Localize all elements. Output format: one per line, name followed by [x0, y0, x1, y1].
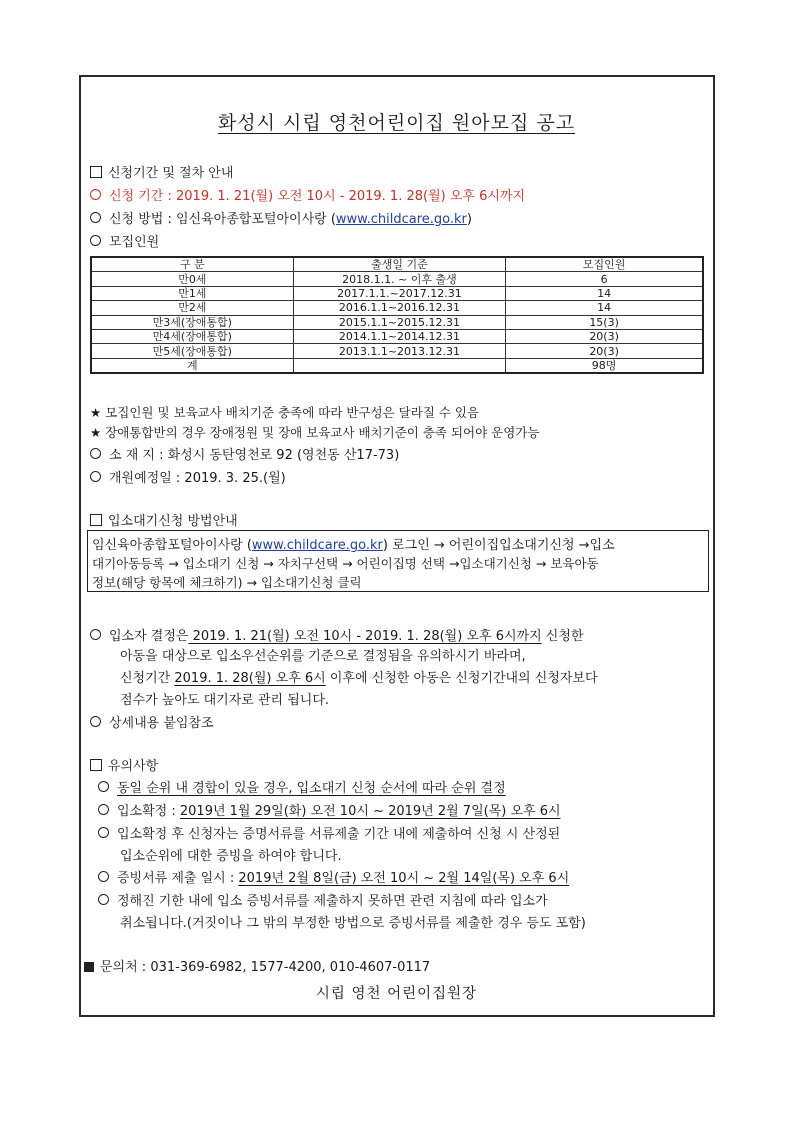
- checkbox-square-icon: [90, 759, 102, 771]
- circle-bullet-icon: [90, 212, 101, 223]
- star-icon: ★: [90, 405, 102, 420]
- cell: 14: [506, 286, 703, 300]
- caution-5-line-2: 취소됩니다.(거짓이나 그 밖의 부정한 방법으로 증빙서류를 제출한 경우 등도 포함): [120, 916, 586, 931]
- decision-line-2: 아동을 대상으로 입소우선순위를 기준으로 결정됨을 유의하시기 바라며,: [120, 649, 526, 664]
- checkbox-square-icon: [90, 514, 102, 526]
- waitlist-line-3: 정보(해당 항목에 체크하기) → 입소대기신청 클릭: [92, 575, 362, 590]
- section-header-application: 신청기간 및 절차 안내: [90, 162, 233, 181]
- caution-3-line-2: 입소순위에 대한 증빙을 하여야 합니다.: [120, 849, 342, 864]
- table-row: [91, 329, 703, 343]
- page-title: 화성시 시립 영천어린이집 원아모집 공고: [217, 112, 576, 134]
- cell: 2015.1.1~2015.12.31: [293, 315, 506, 329]
- table-row: [91, 286, 703, 300]
- header-birthdate: 출생일 기준: [293, 257, 506, 272]
- checkbox-square-icon: [90, 166, 102, 178]
- table-row: [91, 301, 703, 315]
- decision-line-4: 점수가 높아도 대기자로 관리 됩니다.: [120, 693, 330, 708]
- circle-bullet-icon: [98, 894, 109, 905]
- note-star-2: ★ 장애통합반의 경우 장애정원 및 장애 보육교사 배치기준이 충족 되어야 운영가능: [90, 425, 540, 440]
- application-method: 신청 방법 : 임신육아종합포털아이사랑 (www.childcare.go.kr): [90, 208, 472, 227]
- cell: 2016.1.1~2016.12.31: [293, 301, 506, 315]
- caution-1: 동일 순위 내 경합이 있을 경우, 입소대기 신청 순서에 따라 순위 결정: [98, 777, 506, 796]
- cell: 14: [506, 301, 703, 315]
- table-row: [91, 315, 703, 329]
- recruit-label: 모집인원: [90, 231, 159, 250]
- cell: 2013.1.1~2013.12.31: [293, 344, 506, 358]
- decision-line-1: 입소자 결정은 2019. 1. 21(월) 오전 10시 - 2019. 1. 28(월) 오후 6시까지 신청한: [90, 625, 583, 644]
- circle-bullet-icon: [98, 827, 109, 838]
- circle-bullet-icon: [90, 189, 101, 200]
- recruitment-table: [90, 256, 704, 374]
- star-icon: ★: [90, 425, 102, 440]
- total-label: 계: [91, 358, 293, 373]
- section-header-waitlist: 입소대기신청 방법안내: [90, 510, 238, 529]
- circle-bullet-icon: [98, 804, 109, 815]
- header-count: 모집인원: [506, 257, 703, 272]
- cell: 20(3): [506, 329, 703, 343]
- caution-2: 입소확정 : 2019년 1월 29일(화) 오전 10시 ~ 2019년 2월 7일(목) 오후 6시: [98, 800, 561, 819]
- filled-square-icon: [84, 962, 94, 972]
- table-total-row: [91, 358, 703, 373]
- circle-bullet-icon: [90, 629, 101, 640]
- cell: 15(3): [506, 315, 703, 329]
- caution-3-line-1: 입소확정 후 신청자는 증명서류를 서류제출 기간 내에 제출하여 신청 시 산정된: [98, 823, 560, 842]
- detail-ref: 상세내용 붙임참조: [90, 712, 214, 731]
- waitlist-line-1: 임신육아종합포털아이사랑 (www.childcare.go.kr) 로그인 → 어린이집입소대기신청 →입소: [92, 538, 615, 553]
- cell: 만5세(장애통합): [91, 344, 293, 358]
- childcare-link[interactable]: www.childcare.go.kr: [335, 212, 467, 227]
- circle-bullet-icon: [90, 471, 101, 482]
- waitlist-line-2: 대기아동등록 → 입소대기 신청 → 자치구선택 → 어린이집명 선택 →입소대기신청 → 보육아동: [92, 556, 599, 571]
- caution-5-line-1: 정해진 기한 내에 입소 증빙서류를 제출하지 못하면 관련 지침에 따라 입소가: [98, 890, 548, 909]
- cell: 만0세: [91, 272, 293, 286]
- cell: 만2세: [91, 301, 293, 315]
- cell: 6: [506, 272, 703, 286]
- cell: 2018.1.1. ~ 이후 출생: [293, 272, 506, 286]
- section-header-cautions: 유의사항: [90, 755, 158, 774]
- cell: 2017.1.1.~2017.12.31: [293, 286, 506, 300]
- cell: 만3세(장애통합): [91, 315, 293, 329]
- application-period: 신청 기간 : 2019. 1. 21(월) 오전 10시 - 2019. 1. 28(월) 오후 6시까지: [90, 185, 525, 204]
- decision-line-3: 신청기간 2019. 1. 28(월) 오후 6시 이후에 신청한 아동은 신청기간내의 신청자보다: [120, 671, 598, 686]
- table-header-row: [91, 257, 703, 272]
- location: 소 재 지 : 화성시 동탄영천로 92 (영천동 산17-73): [90, 444, 399, 463]
- table-row: [91, 344, 703, 358]
- circle-bullet-icon: [98, 871, 109, 882]
- note-star-1: ★ 모집인원 및 보육교사 배치기준 충족에 따라 반구성은 달라질 수 있음: [90, 405, 480, 420]
- signature: 시립 영천 어린이집원장: [315, 986, 478, 1002]
- header-category: 구 분: [91, 257, 293, 272]
- table-row: [91, 272, 703, 286]
- circle-bullet-icon: [90, 235, 101, 246]
- cell-empty: [293, 358, 506, 373]
- cell: 만4세(장애통합): [91, 329, 293, 343]
- opening-date: 개원예정일 : 2019. 3. 25.(월): [90, 467, 286, 486]
- total-value: 98명: [506, 358, 703, 373]
- circle-bullet-icon: [98, 781, 109, 792]
- childcare-link[interactable]: www.childcare.go.kr: [251, 538, 383, 553]
- contact-info: 문의처 : 031-369-6982, 1577-4200, 010-4607-0117: [84, 956, 430, 975]
- circle-bullet-icon: [90, 448, 101, 459]
- cell: 20(3): [506, 344, 703, 358]
- cell: 2014.1.1~2014.12.31: [293, 329, 506, 343]
- cell: 만1세: [91, 286, 293, 300]
- circle-bullet-icon: [90, 716, 101, 727]
- caution-4: 증빙서류 제출 일시 : 2019년 2월 8일(금) 오전 10시 ~ 2월 14일(목) 오후 6시: [98, 867, 569, 886]
